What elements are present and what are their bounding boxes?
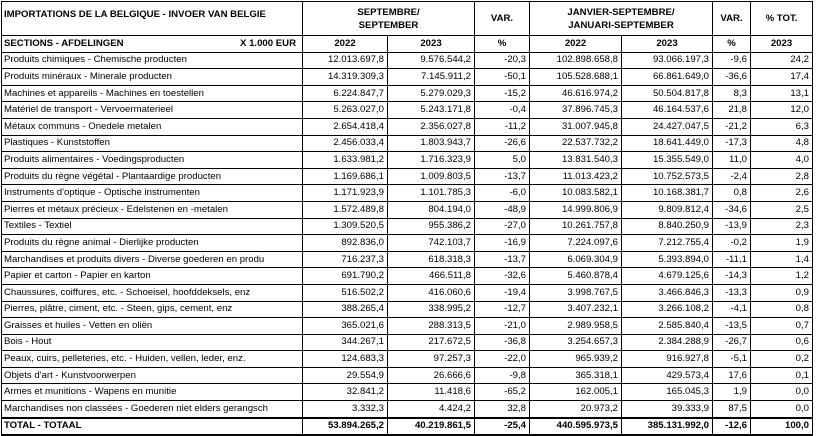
jansep-var-cell: -26,7: [713, 334, 751, 351]
jansep-2023-cell: 2.384.288,9: [622, 334, 713, 351]
sept-var-cell: -15,2: [475, 85, 530, 102]
var-header-jan-sep: VAR.: [713, 2, 751, 36]
jansep-2022-cell: 10.083.582,1: [530, 185, 622, 202]
sept-2023-cell: 804.194,0: [388, 201, 475, 218]
sept-2023-cell: 288.313,5: [388, 318, 475, 335]
jansep-2022-cell: 3.407.232,1: [530, 301, 622, 318]
jansep-2023-cell: 4.679.125,6: [622, 268, 713, 285]
jansep-2023-cell: 8.840.250,9: [622, 218, 713, 235]
pct-total-cell: 2,6: [751, 185, 813, 202]
year-2022-jansep: 2022: [530, 36, 622, 53]
jansep-2022-cell: 37.896.745,3: [530, 102, 622, 119]
pct-total-cell: 0,2: [751, 351, 813, 368]
sept-var-cell: -32,6: [475, 268, 530, 285]
jansep-var-cell: -9,6: [713, 52, 751, 69]
september-header-line2: SEPTEMBER: [358, 19, 419, 31]
jansep-2022-cell: 13.831.540,3: [530, 152, 622, 169]
sept-var-cell: -6,0: [475, 185, 530, 202]
sept-var-cell: -12,7: [475, 301, 530, 318]
section-name-cell: Graisses et huiles - Vetten en oliën: [2, 318, 303, 335]
jansep-var-cell: -14,3: [713, 268, 751, 285]
table-row: [2, 218, 813, 235]
sept-2023-cell: 338.995,2: [388, 301, 475, 318]
sept-2023-cell: 1.716.323,9: [388, 152, 475, 169]
section-name-cell: Peaux, cuirs, pelleteries, etc. - Huiden, vellen, leder, enz.: [2, 351, 303, 368]
sept-var-cell: -21,0: [475, 318, 530, 335]
sept-2023-cell: 7.145.911,2: [388, 69, 475, 86]
sept-2023-cell: 9.576.544,2: [388, 52, 475, 69]
jansep-2022-cell: 365.318,1: [530, 367, 622, 384]
sept-2023-cell: 2.356.027,8: [388, 118, 475, 135]
sept-2022-cell: 12.013.697,8: [303, 52, 388, 69]
sept-2022-cell: 691.790,2: [303, 268, 388, 285]
table-row: [2, 251, 813, 268]
pct-total-header: % TOT.: [751, 2, 813, 36]
jansep-2023-cell: 10.168.381,7: [622, 185, 713, 202]
imports-table: [1, 1, 813, 436]
sept-2022-cell: 344.267,1: [303, 334, 388, 351]
jansep-var-cell: -11,1: [713, 251, 751, 268]
pct-total-cell: 4,8: [751, 135, 813, 152]
jansep-2023-cell: 24.427.047,5: [622, 118, 713, 135]
pct-total-cell: 0,7: [751, 318, 813, 335]
sept-var-cell: -26,6: [475, 135, 530, 152]
table-row: [2, 52, 813, 69]
sept-var-cell: -36,8: [475, 334, 530, 351]
sections-header: [2, 36, 303, 53]
jansep-2022-cell: 5.460.878,4: [530, 268, 622, 285]
sept-2023-cell: 742.103,7: [388, 235, 475, 252]
section-name-cell: Produits chimiques - Chemische producten: [2, 52, 303, 69]
sept-2022-cell: 1.572.489,8: [303, 201, 388, 218]
sept-2023-cell: 466.511,8: [388, 268, 475, 285]
table-row: [2, 85, 813, 102]
sept-var-cell: -11,2: [475, 118, 530, 135]
jansep-2022-cell: 3.254.657,3: [530, 334, 622, 351]
jansep-var-cell: -13,9: [713, 218, 751, 235]
pct-sept: %: [475, 36, 530, 53]
sept-2022-cell: 1.309.520,5: [303, 218, 388, 235]
jansep-2023-cell: 7.212.755,4: [622, 235, 713, 252]
sept-2022-cell: 1.169.686,1: [303, 168, 388, 185]
sept-var-cell: -13,7: [475, 168, 530, 185]
table-row: [2, 69, 813, 86]
jan-sep-header-line2: JANUARI-SEPTEMBER: [568, 19, 674, 31]
pct-total-cell: 1,9: [751, 235, 813, 252]
table-row: [2, 351, 813, 368]
sept-2022-cell: 6.224.847,7: [303, 85, 388, 102]
jansep-2023-cell: 50.504.817,8: [622, 85, 713, 102]
jansep-2022-cell: 22.537.732,2: [530, 135, 622, 152]
sept-2023-cell: 416.060,6: [388, 284, 475, 301]
jansep-var-cell: 17,6: [713, 367, 751, 384]
jansep-var-cell: 1,9: [713, 384, 751, 401]
jansep-var-cell: -5,1: [713, 351, 751, 368]
jansep-2023-cell: 9.809.812,4: [622, 201, 713, 218]
jansep-2023-cell: 2.585.840,4: [622, 318, 713, 335]
jansep-var-cell: 0,8: [713, 185, 751, 202]
table-title: IMPORTATIONS DE LA BELGIQUE - INVOER VAN BELGIE: [2, 2, 303, 36]
table-row: [2, 235, 813, 252]
sept-2022-cell: 5.263.027,0: [303, 102, 388, 119]
jansep-2022-cell: 11.013.423,2: [530, 168, 622, 185]
jansep-var-cell: -2,4: [713, 168, 751, 185]
table-row: [2, 168, 813, 185]
section-name-cell: Textiles - Textiel: [2, 218, 303, 235]
sept-2022-cell: 365.021,6: [303, 318, 388, 335]
unit-label: X 1.000 EUR: [240, 37, 296, 49]
pct-total-cell: 1,2: [751, 268, 813, 285]
jansep-2022-cell: 105.528.688,1: [530, 69, 622, 86]
table-subheader-row: [2, 36, 813, 53]
section-name-cell: Armes et munitions - Wapens en munitie: [2, 384, 303, 401]
jansep-2023-cell: 429.573,4: [622, 367, 713, 384]
jansep-2023-cell: 15.355.549,0: [622, 152, 713, 169]
jansep-2022-cell: 31.007.945,8: [530, 118, 622, 135]
sept-var-cell: 5,0: [475, 152, 530, 169]
table-row: [2, 118, 813, 135]
jansep-var-cell: -13,5: [713, 318, 751, 335]
pct-total-cell: 0,1: [751, 367, 813, 384]
jansep-var-cell: -34,6: [713, 201, 751, 218]
table-row: [2, 384, 813, 401]
section-name-cell: Papier et carton - Papier en karton: [2, 268, 303, 285]
total-sept-var: -25,4: [475, 418, 530, 436]
table-row: [2, 152, 813, 169]
jansep-2022-cell: 162.005,1: [530, 384, 622, 401]
section-name-cell: Produits du règne végétal - Plantaardige producten: [2, 168, 303, 185]
jansep-2023-cell: 165.045,3: [622, 384, 713, 401]
year-2023-jansep: 2023: [622, 36, 713, 53]
sept-2022-cell: 2.654.418,4: [303, 118, 388, 135]
september-header-line1: SEPTEMBRE/: [357, 6, 420, 18]
year-2023-tot: 2023: [751, 36, 813, 53]
table-row: [2, 201, 813, 218]
jansep-var-cell: -36,6: [713, 69, 751, 86]
table-row: [2, 301, 813, 318]
total-jansep-2023: 385.131.992,0: [622, 418, 713, 436]
year-2023-sept: 2023: [388, 36, 475, 53]
sept-var-cell: -22,0: [475, 351, 530, 368]
jansep-2022-cell: 102.898.658,8: [530, 52, 622, 69]
pct-total-cell: 6,3: [751, 118, 813, 135]
total-pct-total: 100,0: [751, 418, 813, 436]
jan-sep-header: [530, 2, 713, 36]
sept-2022-cell: 2.456.033,4: [303, 135, 388, 152]
pct-jansep: %: [713, 36, 751, 53]
jansep-2022-cell: 2.989.958,5: [530, 318, 622, 335]
sept-2022-cell: 1.633.981,2: [303, 152, 388, 169]
sept-var-cell: -20,3: [475, 52, 530, 69]
section-name-cell: Objets d'art - Kunstvoorwerpen: [2, 367, 303, 384]
sept-2022-cell: 388.265,4: [303, 301, 388, 318]
jansep-var-cell: 11,0: [713, 152, 751, 169]
pct-total-cell: 0,9: [751, 284, 813, 301]
pct-total-cell: 2,8: [751, 168, 813, 185]
table-row: [2, 102, 813, 119]
table-row: [2, 367, 813, 384]
jansep-2023-cell: 46.164.537,6: [622, 102, 713, 119]
table-header-row: [2, 2, 813, 36]
sept-2023-cell: 217.672,5: [388, 334, 475, 351]
jansep-2022-cell: 10.261.757,8: [530, 218, 622, 235]
sept-var-cell: -48,9: [475, 201, 530, 218]
jansep-var-cell: -17,3: [713, 135, 751, 152]
section-name-cell: Produits alimentaires - Voedingsproducten: [2, 152, 303, 169]
jansep-2022-cell: 965.939,2: [530, 351, 622, 368]
section-name-cell: Machines et appareils - Machines en toestellen: [2, 85, 303, 102]
sept-2022-cell: 3.332,3: [303, 401, 388, 418]
jansep-2023-cell: 10.752.573,5: [622, 168, 713, 185]
jansep-2023-cell: 18.641.449,0: [622, 135, 713, 152]
jansep-2023-cell: 93.066.197,3: [622, 52, 713, 69]
table-row: [2, 185, 813, 202]
sept-var-cell: -0,4: [475, 102, 530, 119]
sept-var-cell: -27,0: [475, 218, 530, 235]
total-sept-2022: 53.894.265,2: [303, 418, 388, 436]
sept-2023-cell: 618.318,3: [388, 251, 475, 268]
sept-2023-cell: 1.803.943,7: [388, 135, 475, 152]
sept-2022-cell: 124.683,3: [303, 351, 388, 368]
sept-2022-cell: 516.502,2: [303, 284, 388, 301]
table-row: [2, 135, 813, 152]
jansep-var-cell: 8,3: [713, 85, 751, 102]
section-name-cell: Métaux communs - Onedele metalen: [2, 118, 303, 135]
sept-var-cell: -13,7: [475, 251, 530, 268]
section-name-cell: Produits du règne animal - Dierlijke producten: [2, 235, 303, 252]
sept-2022-cell: 892.836,0: [303, 235, 388, 252]
section-name-cell: Bois - Hout: [2, 334, 303, 351]
jansep-2023-cell: 916.927,8: [622, 351, 713, 368]
sept-2023-cell: 5.279.029,3: [388, 85, 475, 102]
jan-sep-header-line1: JANVIER-SEPTEMBRE/: [567, 6, 675, 18]
jansep-2022-cell: 46.616.974,2: [530, 85, 622, 102]
section-name-cell: Pierres et métaux précieux - Edelstenen en -metalen: [2, 201, 303, 218]
jansep-2022-cell: 14.999.806,9: [530, 201, 622, 218]
year-2022-sept: 2022: [303, 36, 388, 53]
total-jansep-2022: 440.595.973,5: [530, 418, 622, 436]
total-sept-2023: 40.219.861,5: [388, 418, 475, 436]
section-name-cell: Pierres, plâtre, ciment, etc. - Steen, gips, cement, enz: [2, 301, 303, 318]
section-name-cell: Produits minéraux - Minerale producten: [2, 69, 303, 86]
table-row: [2, 334, 813, 351]
section-name-cell: Chaussures, coiffures, etc. - Schoeisel, hoofddeksels, enz: [2, 284, 303, 301]
section-name-cell: Marchandises et produits divers - Diverse goederen en produ: [2, 251, 303, 268]
sept-2022-cell: 29.554,9: [303, 367, 388, 384]
pct-total-cell: 0,6: [751, 334, 813, 351]
sept-var-cell: -16,9: [475, 235, 530, 252]
table-row: [2, 318, 813, 335]
table-row: [2, 268, 813, 285]
section-name-cell: Marchandises non classées - Goederen niet elders gerangsch: [2, 401, 303, 418]
table-row: [2, 284, 813, 301]
jansep-2023-cell: 39.333,9: [622, 401, 713, 418]
section-name-cell: Plastiques - Kunststoffen: [2, 135, 303, 152]
sept-2023-cell: 1.101.785,3: [388, 185, 475, 202]
sept-var-cell: -50,1: [475, 69, 530, 86]
jansep-2023-cell: 3.266.108,2: [622, 301, 713, 318]
jansep-var-cell: -4,1: [713, 301, 751, 318]
sept-2023-cell: 26.666,6: [388, 367, 475, 384]
pct-total-cell: 12,0: [751, 102, 813, 119]
jansep-2023-cell: 5.393.894,0: [622, 251, 713, 268]
pct-total-cell: 24,2: [751, 52, 813, 69]
section-name-cell: Instruments d'optique - Optische instrumenten: [2, 185, 303, 202]
total-jansep-var: -12,6: [713, 418, 751, 436]
pct-total-cell: 2,3: [751, 218, 813, 235]
sept-var-cell: -9,8: [475, 367, 530, 384]
jansep-var-cell: 21,8: [713, 102, 751, 119]
jansep-var-cell: -0,2: [713, 235, 751, 252]
jansep-var-cell: -21,2: [713, 118, 751, 135]
jansep-var-cell: 87,5: [713, 401, 751, 418]
jansep-2022-cell: 20.973,2: [530, 401, 622, 418]
sept-2022-cell: 14.319.309,3: [303, 69, 388, 86]
sept-2022-cell: 716.237,3: [303, 251, 388, 268]
sept-2023-cell: 1.009.803,5: [388, 168, 475, 185]
pct-total-cell: 0,0: [751, 384, 813, 401]
section-name-cell: Matériel de transport - Vervoermaterieel: [2, 102, 303, 119]
pct-total-cell: 13,1: [751, 85, 813, 102]
jansep-2022-cell: 7.224.097,6: [530, 235, 622, 252]
sept-2022-cell: 1.171.923,9: [303, 185, 388, 202]
sept-2023-cell: 5.243.171,8: [388, 102, 475, 119]
var-header-september: VAR.: [475, 2, 530, 36]
total-row: [2, 418, 813, 436]
table-body: [2, 52, 813, 418]
pct-total-cell: 1,4: [751, 251, 813, 268]
jansep-2022-cell: 6.069.304,9: [530, 251, 622, 268]
pct-total-cell: 0,8: [751, 301, 813, 318]
sept-2023-cell: 97.257,3: [388, 351, 475, 368]
sept-2023-cell: 11.418,6: [388, 384, 475, 401]
september-header: [303, 2, 475, 36]
sections-label: SECTIONS - AFDELINGEN: [4, 37, 124, 49]
sept-var-cell: -19,4: [475, 284, 530, 301]
jansep-var-cell: -13,3: [713, 284, 751, 301]
jansep-2023-cell: 66.861.649,0: [622, 69, 713, 86]
pct-total-cell: 17,4: [751, 69, 813, 86]
jansep-2023-cell: 3.466.846,3: [622, 284, 713, 301]
total-label: TOTAL - TOTAAL: [2, 418, 303, 436]
pct-total-cell: 2,5: [751, 201, 813, 218]
sept-2023-cell: 4.424,2: [388, 401, 475, 418]
pct-total-cell: 0,0: [751, 401, 813, 418]
sept-var-cell: 32,8: [475, 401, 530, 418]
sept-2022-cell: 32.841,2: [303, 384, 388, 401]
jansep-2022-cell: 3.998.767,5: [530, 284, 622, 301]
sept-2023-cell: 955.386,2: [388, 218, 475, 235]
pct-total-cell: 4,0: [751, 152, 813, 169]
table-row: [2, 401, 813, 418]
sept-var-cell: -65,2: [475, 384, 530, 401]
